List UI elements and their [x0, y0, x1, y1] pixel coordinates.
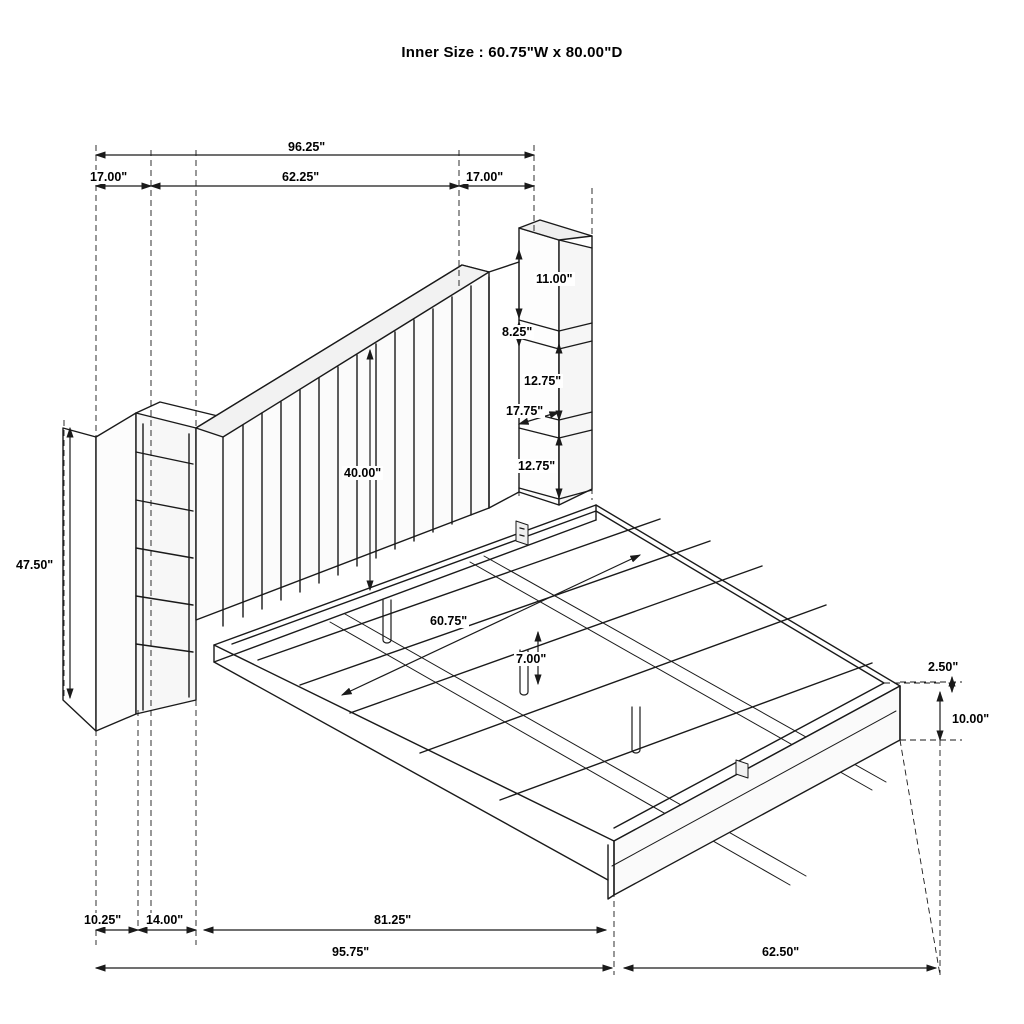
dim-label-overall-depth-left: 95.75" [332, 945, 370, 959]
dim-label-overall-width-top: 96.25" [288, 140, 326, 154]
dim-label-panel-overall-height: 47.50" [16, 558, 54, 572]
dim-label-left-panel-width: 17.00" [90, 170, 128, 184]
dim-label-right-panel-width: 17.00" [466, 170, 504, 184]
dim-label-mattress-width: 60.75" [430, 614, 468, 628]
dim-label-left-panel-depth: 14.00" [146, 913, 184, 927]
page-title: Inner Size : 60.75"W x 80.00"D [401, 44, 623, 61]
dim-label-slat-clearance: 7.00" [516, 652, 547, 666]
dim-label-shelf-fourth-height: 12.75" [518, 459, 556, 473]
dim-label-shelf-third-height: 12.75" [524, 374, 562, 388]
dim-label-headboard-width: 62.25" [282, 170, 320, 184]
dim-label-headboard-height: 40.00" [344, 466, 382, 480]
dim-label-bed-length: 81.25" [374, 913, 412, 927]
dim-label-shelf-second-height: 8.25" [502, 325, 533, 339]
dim-label-overall-depth-right: 62.50" [762, 945, 800, 959]
dim-label-rail-thickness: 2.50" [928, 660, 959, 674]
dim-label-shelf-depth: 17.75" [506, 404, 544, 418]
dim-label-left-foot-depth: 10.25" [84, 913, 122, 927]
dim-label-shelf-top-height: 11.00" [536, 272, 573, 286]
dim-label-deck-height: 10.00" [952, 712, 990, 726]
